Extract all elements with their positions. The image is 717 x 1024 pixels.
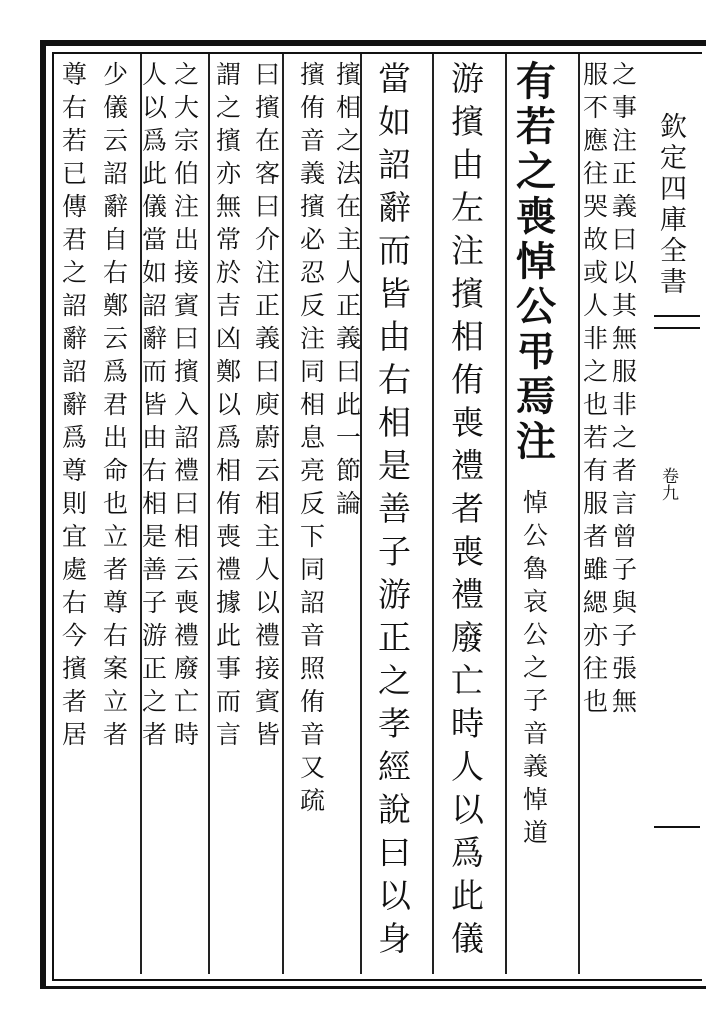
glyph: 云 [103,126,129,155]
glyph: 也 [103,489,129,518]
text-column-9 [174,62,199,755]
glyph: 在 [255,126,281,155]
glyph: 君 [62,225,88,254]
glyph: 廢 [451,618,484,657]
glyph: 儀 [103,93,129,122]
glyph: 禮 [255,621,281,650]
glyph: 謂 [216,60,242,89]
glyph: 若 [62,126,88,155]
column-rule [208,54,210,974]
glyph: 無 [612,324,638,353]
glyph: 尊 [62,60,88,89]
glyph: 禮 [216,555,242,584]
glyph: 詔 [174,423,200,452]
glyph: 節 [336,456,362,485]
glyph: 哀 [523,587,549,616]
glyph: 人 [336,258,362,287]
glyph: 下 [300,522,326,551]
glyph: 相 [336,93,362,122]
glyph: 禮 [451,575,484,614]
text-column-10 [142,62,167,755]
glyph: 以 [612,258,638,287]
glyph: 相 [300,390,326,419]
glyph: 魯 [523,554,549,583]
glyph: 擯 [451,102,484,141]
glyph: 宗 [174,126,200,155]
glyph: 事 [612,93,638,122]
glyph: 喪 [451,403,484,442]
glyph: 詔 [142,291,168,320]
glyph: 當 [378,59,411,98]
glyph: 非 [583,324,609,353]
glyph: 子 [523,686,549,715]
glyph: 曰 [174,489,200,518]
glyph: 公 [516,283,556,330]
glyph: 擯 [174,357,200,386]
glyph: 息 [300,423,326,452]
glyph: 正 [378,618,411,657]
glyph: 正 [142,654,168,683]
glyph: 命 [103,456,129,485]
glyph: 事 [216,654,242,683]
glyph: 客 [255,159,281,188]
glyph: 者 [103,555,129,584]
glyph: 立 [103,687,129,716]
glyph: 者 [62,687,88,716]
glyph: 少 [103,60,129,89]
glyph: 辭 [62,390,88,419]
glyph: 擯 [451,274,484,313]
glyph: 已 [62,159,88,188]
glyph: 全 [660,236,687,267]
glyph: 爲 [103,357,129,386]
glyph: 善 [378,489,411,528]
glyph: 辭 [378,188,411,227]
glyph: 接 [174,258,200,287]
glyph: 禮 [174,456,200,485]
glyph: 出 [103,423,129,452]
glyph: 主 [336,225,362,254]
glyph: 之 [612,60,638,89]
glyph: 以 [451,790,484,829]
column-rule [282,54,284,974]
glyph: 游 [142,621,168,650]
glyph: 喪 [451,532,484,571]
column-rule [578,54,580,974]
glyph: 辭 [103,192,129,221]
glyph: 以 [255,588,281,617]
glyph: 張 [612,654,638,683]
column-rule [505,54,507,974]
glyph: 是 [142,522,168,551]
glyph: 云 [103,324,129,353]
glyph: 曰 [612,225,638,254]
glyph: 孝 [378,704,411,743]
text-column-12 [62,62,87,755]
glyph: 曰 [336,357,362,386]
glyph: 音 [300,126,326,155]
glyph: 亦 [583,621,609,650]
glyph: 喪 [516,193,556,240]
glyph: 凶 [216,324,242,353]
glyph: 擯 [255,93,281,122]
glyph: 右 [142,456,168,485]
glyph: 爲 [62,423,88,452]
glyph: 鄭 [103,291,129,320]
glyph: 之 [174,60,200,89]
glyph: 此 [336,390,362,419]
text-column-6b [336,62,361,524]
glyph: 右 [62,93,88,122]
glyph: 正 [612,159,638,188]
glyph: 曰 [255,192,281,221]
glyph: 也 [583,390,609,419]
glyph: 在 [336,192,362,221]
glyph: 詔 [62,357,88,386]
book-title [660,114,687,300]
glyph: 緦 [583,588,609,617]
glyph: 之 [378,661,411,700]
glyph: 曰 [174,324,200,353]
text-column-11 [103,62,128,755]
glyph: 應 [583,126,609,155]
text-column-2 [583,62,608,722]
glyph: 其 [612,291,638,320]
glyph: 皆 [378,274,411,313]
glyph: 擯 [216,126,242,155]
glyph: 相 [255,489,281,518]
glyph: 注 [300,324,326,353]
glyph: 義 [336,324,362,353]
glyph: 之 [142,687,168,716]
glyph: 君 [103,390,129,419]
glyph: 與 [612,588,638,617]
glyph: 服 [583,60,609,89]
glyph: 傳 [62,192,88,221]
glyph: 由 [451,145,484,184]
glyph: 義 [255,324,281,353]
glyph: 相 [216,456,242,485]
glyph: 相 [451,317,484,356]
glyph: 亡 [174,687,200,716]
glyph: 自 [103,225,129,254]
text-column-7 [255,62,280,755]
glyph: 無 [216,192,242,221]
glyph: 如 [142,258,168,287]
glyph: 處 [62,555,88,584]
glyph: 子 [378,532,411,571]
glyph: 右 [103,621,129,650]
glyph: 尊 [103,588,129,617]
text-column-5 [378,59,411,965]
glyph: 居 [62,720,88,749]
glyph: 如 [378,102,411,141]
text-column-6 [300,62,325,821]
glyph: 宜 [62,522,88,551]
glyph: 若 [583,423,609,452]
glyph: 以 [216,390,242,419]
glyph: 爲 [142,126,168,155]
glyph: 時 [451,704,484,743]
glyph: 焉 [516,373,556,420]
glyph: 詔 [103,159,129,188]
glyph: 侑 [300,687,326,716]
glyph: 侑 [216,489,242,518]
glyph: 說 [378,790,411,829]
glyph: 注 [451,231,484,270]
glyph: 之 [62,258,88,287]
glyph: 蔚 [255,423,281,452]
glyph: 道 [523,818,549,847]
text-column-3-main [516,58,556,467]
column-rule [432,54,434,974]
glyph: 入 [174,390,200,419]
glyph: 有 [583,456,609,485]
glyph: 服 [612,357,638,386]
glyph: 詔 [300,588,326,617]
glyph: 論 [336,489,362,518]
glyph: 之 [516,148,556,195]
glyph: 者 [583,522,609,551]
glyph: 悼 [523,488,549,517]
glyph: 鄭 [216,357,242,386]
glyph: 云 [174,555,200,584]
glyph: 接 [255,654,281,683]
glyph: 注 [612,126,638,155]
glyph: 曰 [255,357,281,386]
glyph: 音 [523,719,549,748]
glyph: 也 [583,687,609,716]
glyph: 非 [612,390,638,419]
text-column-8 [216,62,241,755]
glyph: 人 [583,291,609,320]
glyph: 游 [451,59,484,98]
glyph: 吉 [216,291,242,320]
glyph: 出 [174,225,200,254]
glyph: 服 [583,489,609,518]
glyph: 者 [103,720,129,749]
glyph: 悼 [516,238,556,285]
glyph: 音 [300,621,326,650]
glyph: 義 [612,192,638,221]
glyph: 哭 [583,192,609,221]
glyph: 爲 [216,423,242,452]
glyph: 亮 [300,456,326,485]
glyph: 無 [612,687,638,716]
glyph: 照 [300,654,326,683]
glyph: 曰 [378,833,411,872]
glyph: 辭 [62,324,88,353]
glyph: 一 [336,423,362,452]
glyph: 人 [142,60,168,89]
glyph: 而 [216,687,242,716]
glyph: 主 [255,522,281,551]
glyph: 同 [300,555,326,584]
glyph: 必 [300,225,326,254]
glyph: 案 [103,654,129,683]
glyph: 法 [336,159,362,188]
glyph: 子 [612,621,638,650]
glyph: 亡 [451,661,484,700]
glyph: 同 [300,357,326,386]
glyph: 以 [378,876,411,915]
glyph: 之 [216,93,242,122]
margin-rule [654,826,700,828]
glyph: 右 [378,360,411,399]
glyph: 書 [660,267,687,298]
glyph: 賓 [255,687,281,716]
glyph: 或 [583,258,609,287]
glyph: 身 [378,919,411,958]
glyph: 四 [660,174,687,205]
glyph: 喪 [174,588,200,617]
glyph: 辭 [142,324,168,353]
glyph: 經 [378,747,411,786]
glyph: 人 [451,747,484,786]
glyph: 而 [142,357,168,386]
glyph: 之 [523,653,549,682]
glyph: 云 [255,456,281,485]
glyph: 人 [255,555,281,584]
glyph: 右 [62,588,88,617]
glyph: 立 [103,522,129,551]
glyph: 當 [142,225,168,254]
glyph: 子 [142,588,168,617]
glyph: 又 [300,753,326,782]
glyph: 善 [142,555,168,584]
glyph: 相 [174,522,200,551]
fishtail-mark [654,315,700,329]
glyph: 弔 [516,328,556,375]
glyph: 擯 [300,192,326,221]
glyph: 九 [662,484,679,504]
glyph: 公 [523,620,549,649]
glyph: 注 [174,192,200,221]
side-margin [652,54,700,974]
glyph: 相 [378,403,411,442]
glyph: 義 [300,159,326,188]
glyph: 不 [583,93,609,122]
glyph: 擯 [62,654,88,683]
glyph: 之 [583,357,609,386]
glyph: 欽 [660,112,687,143]
glyph: 亦 [216,159,242,188]
glyph: 以 [142,93,168,122]
glyph: 喪 [216,522,242,551]
glyph: 反 [300,489,326,518]
glyph: 介 [255,225,281,254]
glyph: 相 [142,489,168,518]
glyph: 曾 [612,522,638,551]
text-column-3-note [523,490,548,853]
glyph: 右 [103,258,129,287]
glyph: 正 [336,291,362,320]
glyph: 庫 [660,205,687,236]
glyph: 卷 [662,467,679,487]
glyph: 疏 [300,786,326,815]
glyph: 之 [612,423,638,452]
glyph: 儀 [451,919,484,958]
glyph: 於 [216,258,242,287]
glyph: 據 [216,588,242,617]
glyph: 雖 [583,555,609,584]
glyph: 禮 [451,446,484,485]
volume-label [662,469,679,503]
glyph: 者 [612,456,638,485]
glyph: 正 [255,291,281,320]
glyph: 者 [451,489,484,528]
glyph: 而 [378,231,411,270]
glyph: 游 [378,575,411,614]
glyph: 音 [300,720,326,749]
glyph: 之 [336,126,362,155]
glyph: 皆 [142,390,168,419]
glyph: 此 [216,621,242,650]
glyph: 擯 [336,60,362,89]
glyph: 禮 [174,621,200,650]
glyph: 詔 [378,145,411,184]
glyph: 尊 [62,456,88,485]
glyph: 曰 [255,60,281,89]
glyph: 忍 [300,258,326,287]
glyph: 擯 [300,60,326,89]
text-column-4 [451,59,484,965]
glyph: 注 [255,258,281,287]
glyph: 此 [142,159,168,188]
glyph: 賓 [174,291,200,320]
glyph: 此 [451,876,484,915]
glyph: 往 [583,159,609,188]
glyph: 廢 [174,654,200,683]
glyph: 儀 [142,192,168,221]
glyph: 大 [174,93,200,122]
glyph: 者 [142,720,168,749]
glyph: 時 [174,720,200,749]
glyph: 言 [216,720,242,749]
glyph: 悼 [523,785,549,814]
text-column-1 [612,62,637,722]
glyph: 伯 [174,159,200,188]
glyph: 子 [612,555,638,584]
glyph: 義 [523,752,549,781]
glyph: 皆 [255,720,281,749]
glyph: 公 [523,521,549,550]
glyph: 常 [216,225,242,254]
glyph: 由 [378,317,411,356]
glyph: 若 [516,103,556,150]
glyph: 反 [300,291,326,320]
glyph: 左 [451,188,484,227]
glyph: 今 [62,621,88,650]
glyph: 注 [516,418,556,465]
glyph: 是 [378,446,411,485]
glyph: 則 [62,489,88,518]
glyph: 詔 [62,291,88,320]
glyph: 故 [583,225,609,254]
glyph: 侑 [300,93,326,122]
glyph: 爲 [451,833,484,872]
glyph: 定 [660,143,687,174]
glyph: 有 [516,58,556,105]
glyph: 侑 [451,360,484,399]
glyph: 言 [612,489,638,518]
glyph: 由 [142,423,168,452]
glyph: 往 [583,654,609,683]
glyph: 庾 [255,390,281,419]
